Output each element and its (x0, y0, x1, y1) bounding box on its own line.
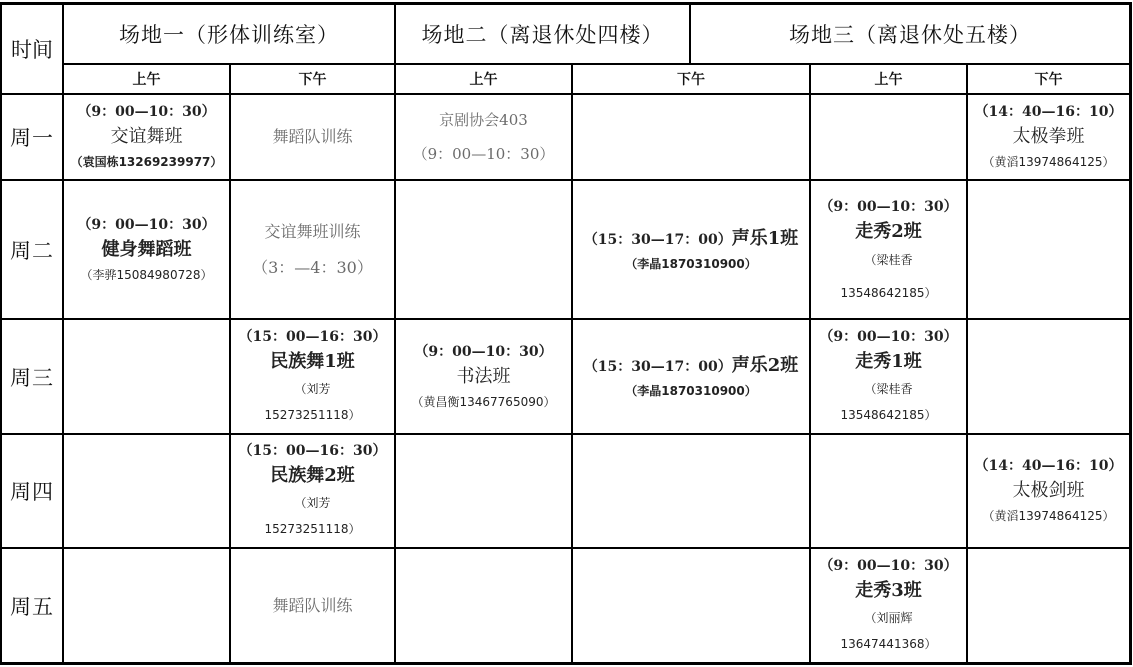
grid-line (0, 179, 1132, 181)
class-contact-phone: 13548642185） (840, 285, 937, 300)
grid-line (0, 318, 1132, 320)
class-cell-thu-v3-am (810, 434, 967, 548)
venue-3-header (690, 4, 1130, 64)
grid-line (0, 433, 1132, 435)
class-time: （9：00—10：30） (77, 104, 216, 120)
grid-line (689, 2, 691, 64)
class-time: （15：00—16：30） (238, 328, 387, 345)
grid-line (62, 2, 64, 665)
venue-2-title: 场地二（离退休处四楼） (421, 23, 664, 47)
grid-line (966, 63, 968, 665)
day-label-mon (1, 94, 63, 180)
class-cell-wed-v2-am (395, 319, 572, 434)
class-time: （15：30—17：00） (583, 358, 732, 375)
class-cell-wed-v3-am (810, 319, 967, 434)
class-cell-tue-v2-am (395, 180, 572, 319)
activity-time: （3：—4：30） (252, 257, 373, 277)
time-label: 时间 (11, 38, 53, 62)
activity-text: 交谊舞班训练 (264, 221, 361, 241)
day-label-thu (1, 434, 63, 548)
class-name: 书法班 (456, 365, 511, 387)
class-cell-mon-v3-pm (967, 94, 1130, 180)
grid-line (0, 547, 1132, 549)
period-label: 下午 (1034, 72, 1063, 88)
day-text: 周三 (10, 365, 54, 390)
period-label: 下午 (677, 72, 705, 88)
venue-2-header (395, 4, 690, 64)
class-time: （9：00—10：30） (819, 198, 958, 215)
class-cell-wed-v3-pm (967, 319, 1130, 434)
period-label: 上午 (132, 72, 161, 88)
table-border-bottom (0, 662, 1132, 665)
venue-1-title: 场地一（形体训练室） (119, 23, 339, 47)
day-label-fri (1, 548, 63, 664)
class-time: （15：00—16：30） (238, 443, 387, 459)
class-contact-phone: 15273251118） (264, 522, 361, 536)
period-label: 上午 (469, 72, 498, 88)
class-cell-tue-v1-am (63, 180, 230, 319)
activity-text: 舞蹈队训练 (272, 596, 353, 615)
class-cell-thu-v2-am (395, 434, 572, 548)
grid-line (394, 2, 396, 665)
class-cell-fri-v3-am (810, 548, 967, 664)
day-text: 周五 (10, 595, 54, 619)
class-name: 健身舞蹈班 (101, 238, 192, 260)
class-cell-thu-v2-pm (572, 434, 810, 548)
class-contact: （黄滔13974864125） (982, 155, 1115, 169)
class-contact: （黄滔13974864125） (982, 509, 1115, 523)
class-cell-mon-v1-pm (230, 94, 395, 180)
class-time: （14：40—16：10） (974, 104, 1123, 120)
class-contact-name: （刘芳 (294, 496, 331, 510)
class-time: （9：00—10：30） (77, 216, 216, 233)
period-header-v2-am (395, 64, 572, 94)
class-name: 民族舞1班 (270, 350, 355, 372)
day-label-wed (1, 319, 63, 434)
class-contact: （李晶1870310900） (625, 383, 757, 398)
class-cell-mon-v2-am (395, 94, 572, 180)
class-cell-wed-v1-pm (230, 319, 395, 434)
class-cell-wed-v1-am (63, 319, 230, 434)
class-cell-tue-v2-pm (572, 180, 810, 319)
activity-text: 舞蹈队训练 (272, 127, 353, 146)
class-name: 民族舞2班 (270, 465, 355, 486)
class-contact: （袁国栋13269239977） (70, 155, 223, 169)
class-time: （14：40—16：10） (974, 458, 1123, 474)
day-text: 周一 (10, 126, 54, 150)
class-contact: （李晶1870310900） (625, 256, 757, 271)
activity-time: （9：00—10：30） (412, 145, 555, 163)
class-contact-name: （刘芳 (294, 381, 331, 396)
class-contact-name: （刘丽辉 (864, 611, 913, 625)
class-cell-mon-v1-am (63, 94, 230, 180)
grid-line (809, 63, 811, 665)
period-header-v3-pm (967, 64, 1130, 94)
grid-line (63, 63, 1132, 65)
class-name: 太极剑班 (1012, 480, 1085, 501)
class-time: （9：00—10：30） (414, 343, 553, 360)
class-cell-wed-v2-pm (572, 319, 810, 434)
class-cell-tue-v1-pm (230, 180, 395, 319)
period-label: 下午 (298, 72, 327, 88)
class-name: 声乐1班 (731, 227, 799, 249)
class-contact-phone: 13548642185） (840, 407, 937, 422)
class-name: 交谊舞班 (110, 126, 183, 147)
class-name: 走秀1班 (855, 350, 922, 372)
class-name: 走秀2班 (855, 220, 922, 242)
period-header-v1-pm (230, 64, 395, 94)
class-name: 走秀3班 (855, 580, 922, 601)
class-contact-name: （梁桂香 (864, 381, 913, 396)
class-cell-fri-v2-am (395, 548, 572, 664)
class-time-name (584, 352, 798, 380)
class-cell-fri-v1-pm (230, 548, 395, 664)
period-header-v1-am (63, 64, 230, 94)
class-contact-name: （梁桂香 (864, 252, 913, 267)
period-label: 上午 (874, 72, 903, 88)
class-cell-mon-v3-am (810, 94, 967, 180)
class-time: （9：00—10：30） (819, 328, 958, 345)
time-column-header (1, 4, 63, 94)
day-label-tue (1, 180, 63, 319)
class-cell-mon-v2-pm (572, 94, 810, 180)
table-border-top (0, 2, 1132, 5)
table-border-left (0, 2, 2, 665)
class-time: （15：30—17：00） (583, 231, 732, 248)
class-cell-tue-v3-am (810, 180, 967, 319)
venue-3-title: 场地三（离退休处五楼） (789, 23, 1031, 47)
class-name: 声乐2班 (731, 354, 799, 376)
class-cell-fri-v3-pm (967, 548, 1130, 664)
class-time: （9：00—10：30） (819, 558, 958, 574)
day-text: 周二 (10, 238, 54, 263)
class-cell-tue-v3-pm (967, 180, 1130, 319)
table-border-right (1129, 2, 1132, 665)
period-header-v2-pm (572, 64, 810, 94)
class-cell-thu-v3-pm (967, 434, 1130, 548)
grid-line (0, 93, 1132, 95)
class-contact: （黄昌衡13467765090） (411, 394, 556, 409)
day-text: 周四 (10, 480, 54, 504)
class-cell-thu-v1-am (63, 434, 230, 548)
class-contact-phone: 13647441368） (840, 637, 937, 651)
class-cell-fri-v1-am (63, 548, 230, 664)
class-name: 太极拳班 (1012, 126, 1085, 147)
grid-line (229, 63, 231, 665)
class-cell-thu-v1-pm (230, 434, 395, 548)
class-contact-phone: 15273251118） (264, 407, 361, 422)
class-time-name (584, 225, 798, 253)
activity-text: 京剧协会403 (439, 111, 528, 129)
class-cell-fri-v2-pm (572, 548, 810, 664)
venue-1-header (63, 4, 395, 64)
class-contact: （李骅15084980728） (80, 267, 213, 282)
grid-line (571, 63, 573, 665)
period-header-v3-am (810, 64, 967, 94)
